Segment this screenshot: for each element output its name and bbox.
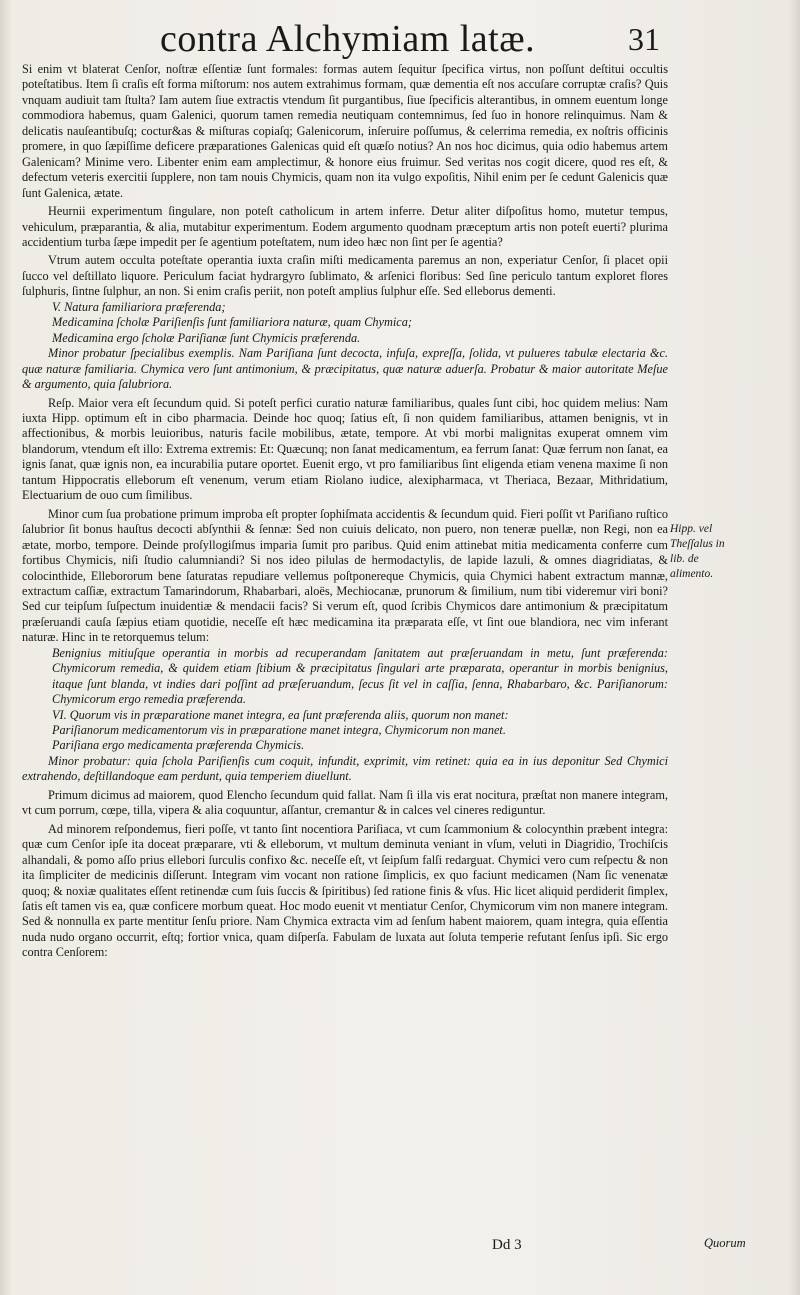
paragraph: Vtrum autem occulta poteſtate operantia iuxta craſin miſti medicamenta paremus an non, experiatur Cenſor, ſi placet opii ſucco vel deſtillato liquore. Periculum faciat hydrargyro ſublimato, & arſenici floribus: Sed ſine periculo tantum exploret flores ſulphuris, ſintne ſulphur, an non. Si enim craſis periit, non poteſt amplius ſulphur eſſe. Sed elleborus dementi. [22, 253, 668, 299]
catchword: Quorum [704, 1236, 746, 1250]
running-title: contra Alchymiam latæ. [160, 18, 536, 60]
paragraph: Minor cum ſua probatione primum improba eſt propter ſophiſmata accidentis & ſecundum quid. Fieri poſſit vt Pariſiano ruſtico ſalubrior ſit bonus hauſtus decocti abſynthii & ſennæ: Sed non cuiuis delicato, non puero, non teneræ puellæ, non Regi, non ea ætate, morbo, tempore. Deinde proſyllogiſmus imparia ſumit pro paribus. Quid enim attinebat mitia medicamenta conferre cum fortibus Chymicis, niſi ſtudio calumniandi? Si nos ideo pilulas de hermodactylis, de lapide lazuli, & omnes diagridiatas, & colocinthide, Ellebororum bene ſaturatas repudiare vellemus poſtponereque Chymicis, quia Chymici habent extractum mannæ, extractum caſſiæ, extractum Tamarindorum, Rhabarbari, aloës, Mechiocanæ, prunorum & ſimilium, num tibi videremur viri boni? Sed cur teipſum ſuſpectum inuidentiæ & mendacii facis? Si verum eſt, quod ſcribis Chymicos dare antimonium & præcipitatum præſeruandi cauſa ſæpius etiam quotidie, neceſſe eſt hæc medicamina ita præparata eſſe, vt ſint oue blandiora, nec vim inferant naturæ. Hinc in te retorquemus telum: [22, 506, 668, 645]
minor-proof: Minor probatur ſpecialibus exemplis. Nam Pariſiana ſunt decocta, infuſa, expreſſa, ſolida, vt pulueres tabulæ electaria &c. quæ naturæ familiaria. Chymica vero ſunt antimonium, & præcipitatus, quæ naturæ aduerſa. Probatur & maior autoritate Meſue & argumento, quia ſalubriora. [22, 346, 668, 392]
syllogism-minor: Medicamina ſcholæ Pariſienſis ſunt familiariora naturæ, quam Chymica; [52, 315, 413, 330]
retort-syllogism: Benignius mitiuſque operantia in morbis ad recuperandam ſanitatem aut præſeruandam in metu, ſunt præferenda: Chymicorum remedia, & quidem etiam ſtibium & præcipitatus ſingulari arte præparata, operantur in morbis benignius, itaque ſunt blanda, vt indies dari poſſint ad præſeruandum, ſecus ſit vel in caſſia, ſenna, Rhabarbaro, &c. Pariſianorum: Chymicorum ergo remedia præferenda. [52, 645, 668, 707]
running-header [0, 14, 800, 64]
syllogism-major: VI. Quorum vis in præparatione manet integra, ea ſunt præferenda aliis, quorum non manet: [52, 707, 509, 722]
minor-proof: Minor probatur: quia ſchola Pariſienſis cum coquit, infundit, exprimit, vim retinet: quia ea in ius deponitur Sed Chymici extrahendo, deſtillandoque eam perdunt, quia temperiem diuellunt. [22, 753, 668, 784]
margin-note: Hipp. vel Theſſalus in lib. de alimento. [670, 523, 725, 580]
page-edge-shadow [788, 0, 800, 1295]
body-text [22, 62, 668, 961]
syllogism-major: V. Natura familiariora præferenda; [52, 299, 226, 314]
paragraph: Reſp. Maior vera eſt ſecundum quid. Si poteſt perfici curatio naturæ familiaribus, quales ſunt cibi, hoc quidem melius: Nam iuxta Hipp. optimum eſt in cibo pharmacia. Deinde hoc quoq; ſatius eſt, ſi non quidem familiaribus, attamen benignis, vt in affectionibus, & morbis leuioribus, naturis facile mobilibus, ætate, tempore. At vbi morbi malignitas exuperat omnem vim blandorum, vtendum eſt illo: Extrema extremis: Et: Quæcunq; non ſanat medicamentum, ea ferrum ſanat: Quæ ferrum non ſanat, ea ignis ſanat, quæ ignis non, ea incurabilia putare oportet. Euenit ergo, vt pro familiaribus ſint eligenda etiam venena maxime ſi non tantum Hippocratis elleborum eſt venenum, verum etiam Riolano iudice, alexipharmaca, vt Theriaca, Bezaar, Mithridatium, Electuarium de ouo cum ſimilibus. [22, 395, 668, 503]
syllogism-conclusion: Pariſiana ergo medicamenta præferenda Chymicis. [52, 738, 305, 753]
paragraph: Heurnii experimentum ſingulare, non poteſt catholicum in artem inferre. Detur aliter diſpoſitus homo, mutetur tempus, vehiculum, præparantia, & alia, mutabitur experimentum. Eodem argumento quodnam præceptum artis non poteſt euerti? plurima accidentium turba ſæpe impedit per ſe agentium poteſtatem, num ideo hæc non ſint per ſe agentia? [22, 204, 668, 249]
signature-mark: Dd 3 [492, 1237, 522, 1253]
syllogism-conclusion: Medicamina ergo ſcholæ Pariſianæ ſunt Chymicis præferenda. [52, 330, 361, 345]
syllogism-minor: Pariſianorum medicamentorum vis in præparatione manet integra, Chymicorum non manet. [52, 723, 506, 738]
paragraph: Primum dicimus ad maiorem, quod Elencho ſecundum quid fallat. Nam ſi illa vis erat nocitura, præſtat non manere integram, vt cum porrum, cœpe, tilla, vipera & alia coquuntur, aſſantur, cremantur & in calces vel cineres rediguntur. [22, 787, 668, 818]
paragraph: Ad minorem reſpondemus, fieri poſſe, vt tanto ſint nocentiora Pariſiaca, vt cum ſcammonium & colocynthin præbent integra: quæ cum Cenſor ipſe ita doceat præparare, vti & elleborum, vt multum deminuta veniant in vſum, veluti in Diagridio, Trochiſcis alhandali, & pomo aſſo prius ellebori ſurculis confixo &c. neceſſe eſt, vt ſeipſum falſi redarguat. Chymici vero cum reſpectu & non ita ſimpliciter de medicinis diſſerunt. Integram vim vocant non ratione ſimplicis, ex quo faciunt medicamen (Nam ſic venenatæ quoq; & noxiæ qualitates eſſent retinendæ cum ſuis ſuccis & ſpiritibus) ſed ratione finis & vſus. Hic licet aliquid perdiderit ſimplex, ſatis eſt tamen vis ea, quæ conficere morbum queat. Hoc modo euenit vt mentiatur Cenſor, Chymicorum vim non manere integram. Sed & nonnulla ex parte mentitur ſenſu priore. Nam Chymica extracta vim ad ſenſum habent maiorem, quam integra, quia eſſentia nuda nudo organo occurrit, eſtq; fortior vnica, quam diſperſa. Fabulam de luxata aut ſoluta temperie refutant ſenſus ipſi. Sic ergo contra Cenſorem: [22, 821, 668, 960]
page-number: 31 [628, 21, 660, 57]
paragraph: Si enim vt blaterat Cenſor, noſtræ eſſentiæ ſunt formales: formas autem ſequitur ſpecifica virtus, non poſſunt deſtitui occultis poteſtatibus. Item ſi craſis eſt forma miſtorum: nos autem extrahimus formam, quæ dementia eſt nos accuſare corruptæ craſis? Quis vnquam audiuit tam ſtulta? Iam autem ſiue extractis vtendum ſit purgantibus, ſiue ſpecificis alterantibus, in omnem euentum longe commodiora habemus, quam Galenici, quorum tamen remedia neutiquam contemnimus, ſed ſuo in honore relinquimus. Nam & delicatis nauſeantibuſq; coctur&as & miſturas copiaſq; Galenicorum, inſeruire poſſumus, & celerrima remedia, ex noſtris officinis promere, in quo ſæpiſſime deficere præparationes Galenicas quid eſt quæſo notius? An nos hoc dicimus, quia odio habemus artem Galenicam? Minime vero. Libenter enim eam amplectimur, & honore eius fruimur. Sed veritas nos cogit dicere, quod res eſt, & defectum veteris exercitii ſupplere, non tam nouis Chymicis, quam non ita vulgo expoſitis, Nihil enim per ſe cedunt Galenicis quæ ſunt Galenica, ætate. [22, 62, 668, 200]
